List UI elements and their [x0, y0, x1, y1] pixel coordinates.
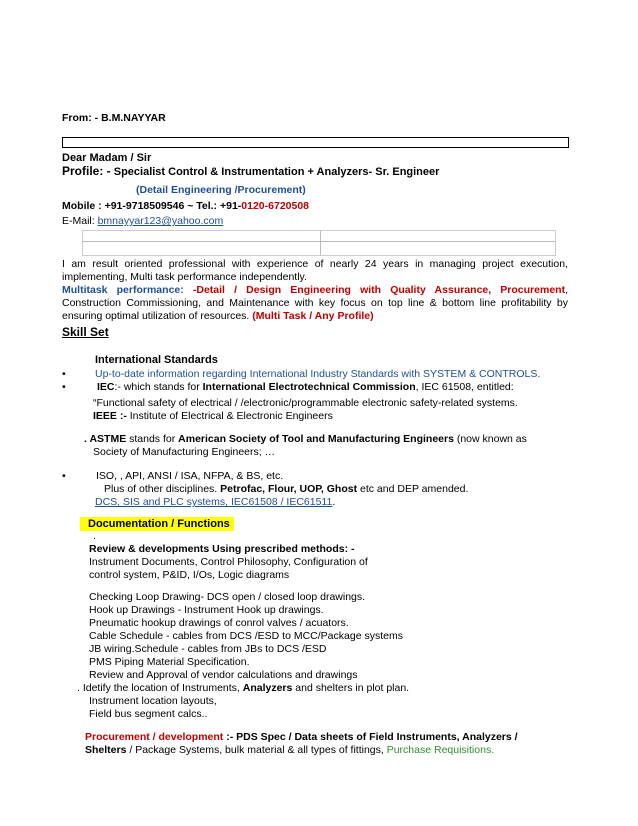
summary-paragraph-2	[62, 284, 568, 323]
summary-paragraph-1: I am result oriented professional with experience of nearly 24 years in managing project execution, implementing, Multi task performance independently.	[62, 258, 568, 283]
profile-label: Profile: -	[62, 164, 111, 178]
procurement-text-a: :- PDS Spec / Data sheets of	[223, 731, 370, 743]
bullet-3-text: ISO, , API, ANSI / ISA, NFPA, & BS, etc.	[96, 470, 284, 482]
procurement-line-1	[85, 731, 518, 744]
doc-item: Field bus segment calcs..	[89, 708, 208, 720]
from-line: From: - B.M.NAYYAR	[62, 112, 166, 124]
astme-line	[84, 433, 527, 446]
purchase-requisitions: Purchase Requisitions.	[386, 744, 495, 756]
dcs-link-end: .	[332, 496, 336, 508]
shelters-bold: Shelters	[85, 744, 127, 756]
procurement-line-2	[85, 744, 494, 757]
greeting: Dear Madam / Sir	[62, 152, 152, 164]
bullet-dot: •	[62, 470, 66, 482]
identify-text-b: and shelters in plot plan.	[292, 682, 410, 694]
empty-table	[82, 230, 556, 256]
doc-item: Review and Approval of vendor calculations and drawings	[89, 669, 358, 681]
doc-item: Hook up Drawings - Instrument Hook up drawings.	[89, 604, 324, 616]
procurement-bold: Field Instruments, Analyzers /	[369, 731, 518, 743]
disciplines-text: Plus of other disciplines.	[104, 483, 221, 495]
doc-item: control system, P&ID, I/Os, Logic diagrams	[89, 569, 290, 581]
dcs-link[interactable]: DCS, SIS and PLC systems, IEC61508 / IEC61511	[95, 496, 333, 508]
table-col-divider	[320, 230, 321, 255]
ieee-text: Institute of Electrical & Electronic Engineers	[126, 410, 333, 422]
astme-line-2: Society of Manufacturing Engineers; …	[93, 446, 276, 458]
iec-text-b: , IEC 61508, entitled:	[415, 381, 514, 393]
disciplines-end: etc and DEP amended.	[357, 483, 469, 495]
documentation-dot: .	[93, 530, 96, 542]
documentation-highlight	[80, 517, 234, 531]
email-line	[62, 215, 223, 228]
bullet-3-line-3	[95, 496, 335, 509]
astme-bold: American Society of Tool and Manufacturing Engineers	[178, 433, 454, 445]
procurement-label: Procurement / development	[85, 731, 224, 743]
astme-dot: .	[84, 433, 90, 445]
email-link[interactable]: bmnayyar123@yahoo.com	[97, 215, 224, 227]
ieee-label: IEEE :-	[93, 410, 127, 422]
multitask-bold: -Detail / Design Engineering with Quality Assurance, Procurement	[192, 284, 566, 296]
profile-line	[62, 165, 439, 179]
iec-text-a: :- which stands for	[114, 381, 203, 393]
doc-item: PMS Piping Material Specification.	[89, 656, 250, 668]
table-row-divider	[82, 241, 555, 242]
documentation-heading-text: Documentation / Functions	[88, 518, 230, 530]
astme-text-a: stands for	[126, 433, 179, 445]
identify-text-a: . Idetify the location of Instruments,	[77, 682, 243, 694]
mobile-label: Mobile : +91-9718509546 ~ Tel.: +91-	[62, 200, 242, 212]
multitask-rest: , Construction Commissioning, and Maintenance with key focus on top line & bottom line profitability by ensuring optimal utilization of resources.	[62, 284, 568, 322]
multitask-label: Multitask performance:	[62, 284, 193, 296]
documentation-heading	[80, 518, 234, 531]
disciplines-bold: Petrofac, Flour, UOP, Ghost	[220, 483, 358, 495]
astme-label: ASTME	[89, 433, 127, 445]
bullet-1-text: Up-to-date information regarding International Industry Standards with SYSTEM & CONTROLS.	[95, 368, 541, 380]
iec-bold: International Electrotechnical Commission	[202, 381, 416, 393]
identify-bold: Analyzers	[242, 682, 293, 694]
intl-standards-heading: International Standards	[95, 354, 218, 366]
doc-item: Checking Loop Drawing- DCS open / closed loop drawings.	[89, 591, 366, 603]
doc-item: Cable Schedule - cables from DCS /ESD to MCC/Package systems	[89, 630, 403, 642]
bullet-3-line-2	[104, 483, 468, 496]
skill-set-heading: Skill Set	[62, 325, 109, 339]
bullet-2-text	[97, 381, 514, 394]
iec-label: IEC	[97, 381, 115, 393]
procurement-text-b: / Package Systems, bulk material & all types of fittings,	[126, 744, 387, 756]
review-line: Review & developments Using prescribed methods: -	[89, 543, 355, 555]
header-box	[62, 137, 569, 148]
astme-text-b: (now known as	[453, 433, 527, 445]
tel-number: 0120-6720508	[241, 200, 310, 212]
bullet-dot: •	[62, 381, 66, 393]
email-label: E-Mail:	[62, 215, 98, 227]
profile-sub: (Detail Engineering /Procurement)	[136, 184, 306, 196]
multitask-tag: (Multi Task / Any Profile)	[252, 310, 374, 322]
doc-item: Instrument Documents, Control Philosophy, Configuration of	[89, 556, 368, 568]
doc-item: Pneumatic hookup drawings of conrol valves / acuators.	[89, 617, 349, 629]
doc-item: JB wiring.Schedule - cables from JBs to DCS /ESD	[89, 643, 327, 655]
iec-quote: “Functional safety of electrical / /electronic/programmable electronic safety-related systems.	[93, 397, 518, 409]
bullet-dot: •	[62, 368, 66, 380]
contact-line	[62, 200, 309, 213]
profile-text: Specialist Control & Instrumentation + Analyzers- Sr. Engineer	[110, 166, 440, 178]
identify-line	[77, 682, 409, 695]
ieee-line	[93, 410, 333, 423]
doc-item: Instrument location layouts,	[89, 695, 217, 707]
